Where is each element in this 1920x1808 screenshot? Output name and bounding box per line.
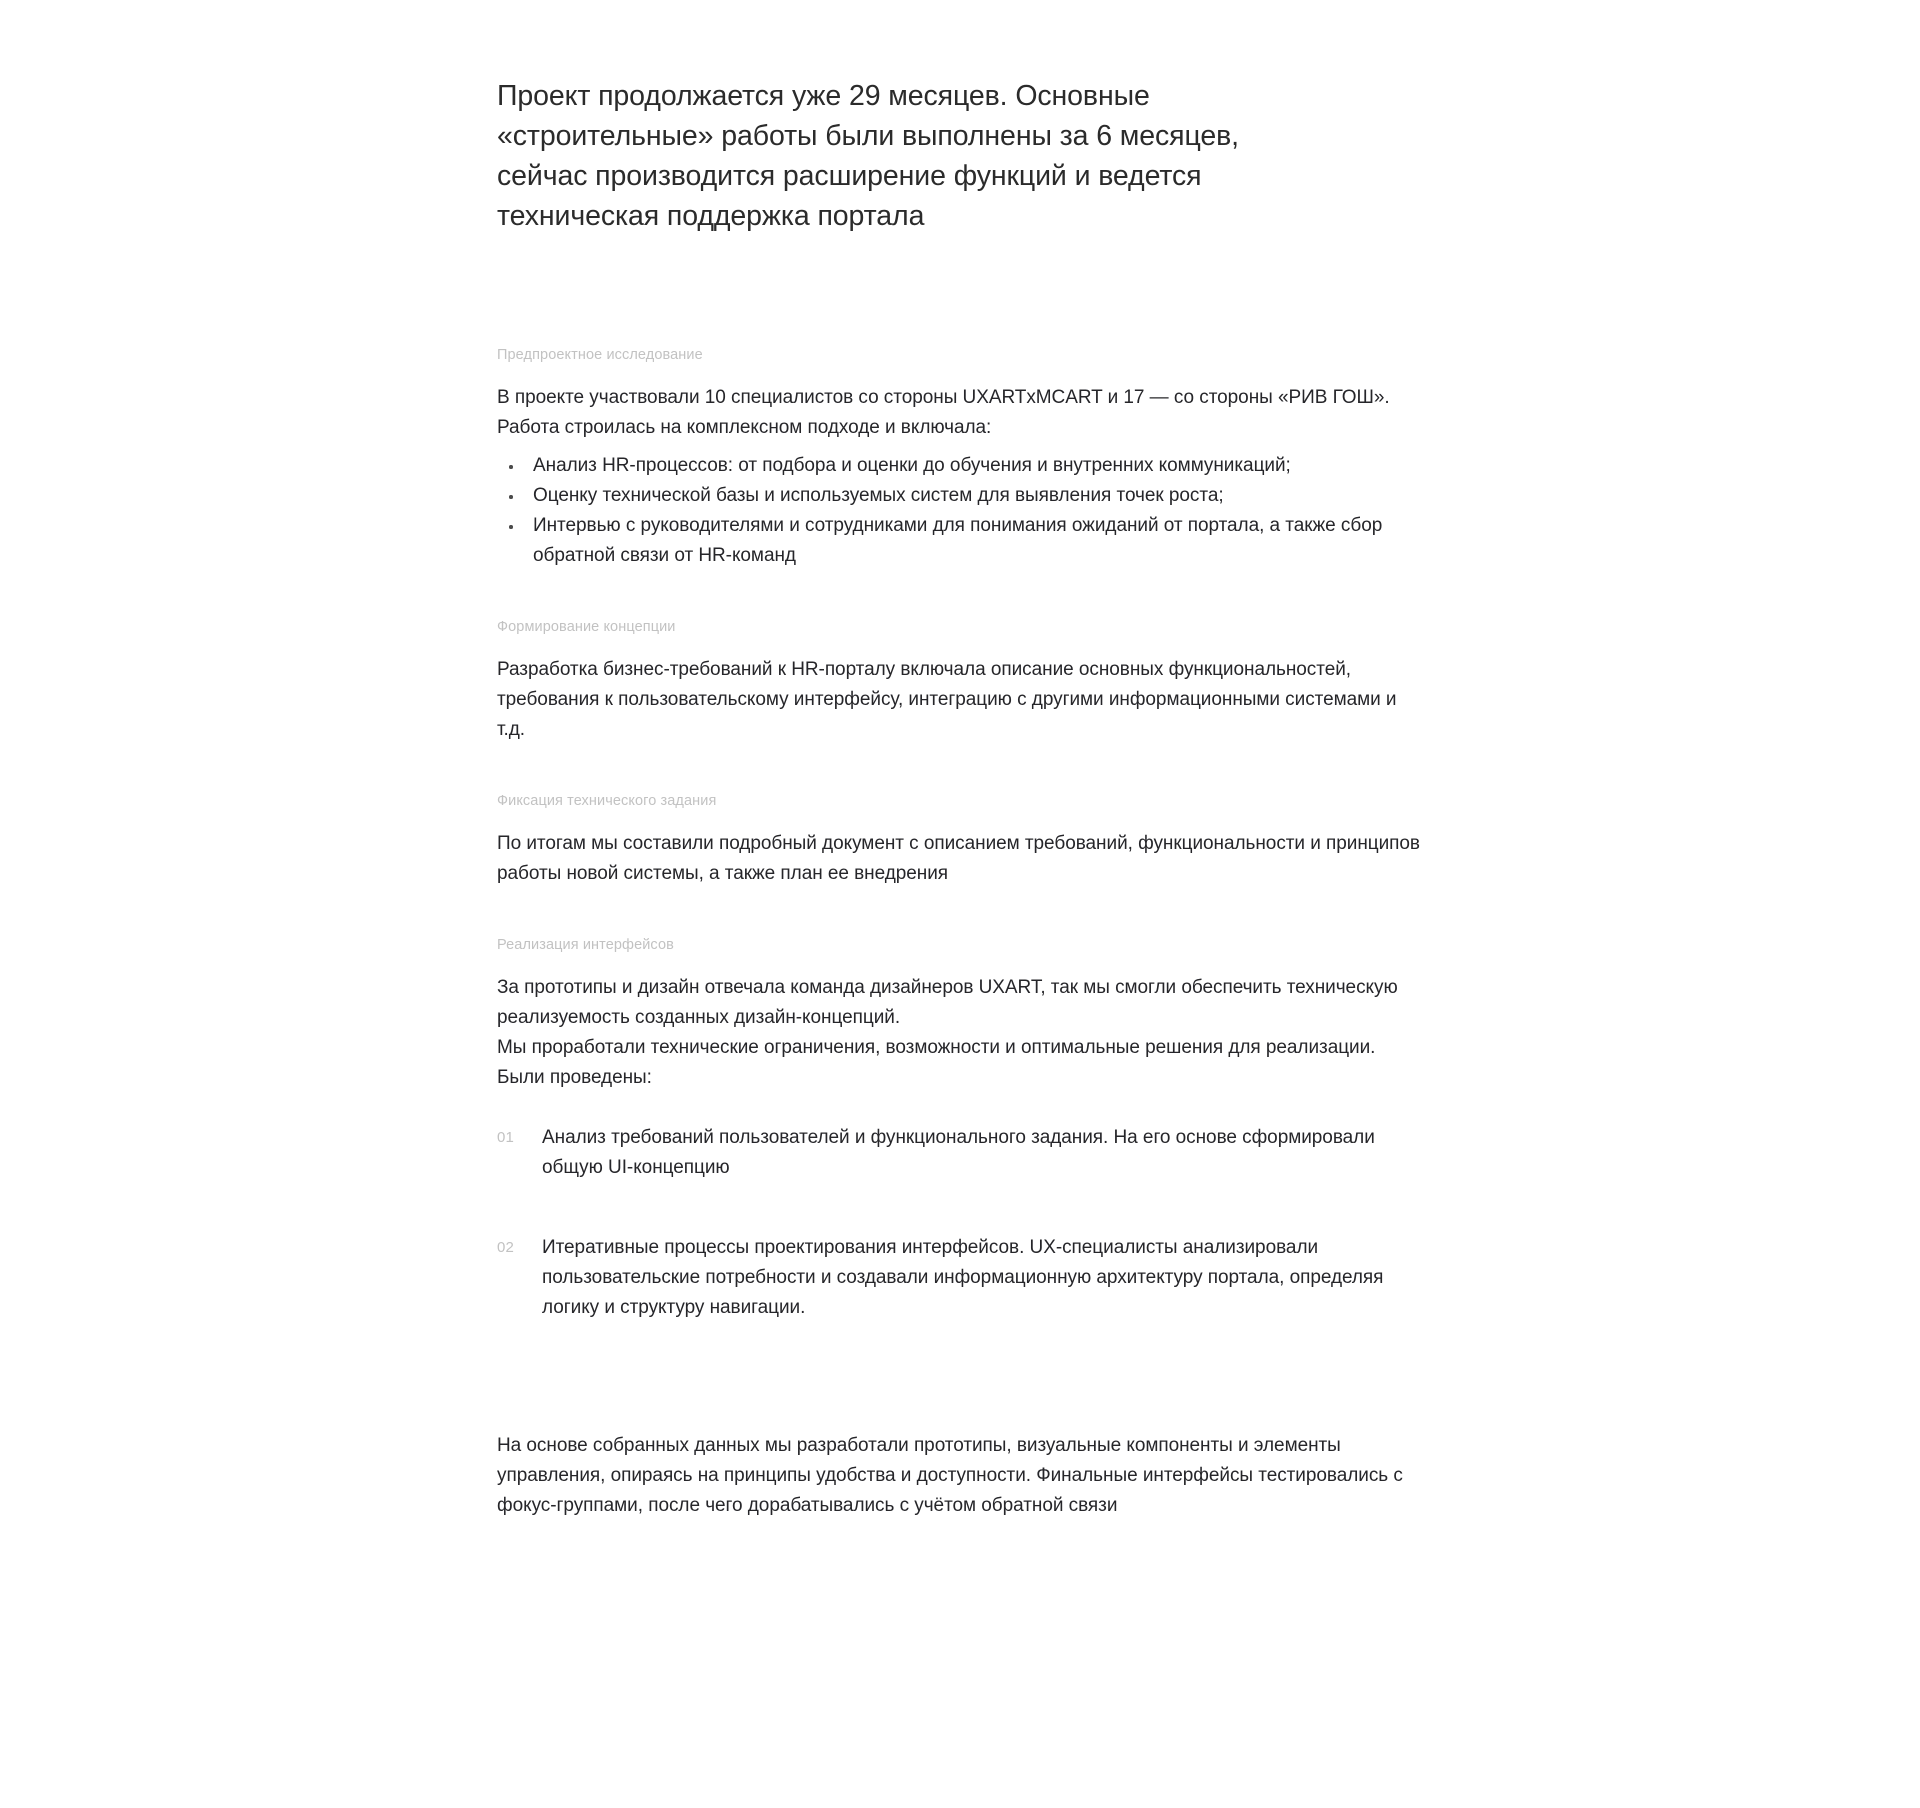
list-item: Оценку технической базы и используемых систем для выявления точек роста; <box>497 481 1422 511</box>
list-item-text: Итеративные процессы проектирования интерфейсов. UX-специалисты анализировали пользовательские потребности и создавали информационную архитектуру портала, определяя логику и структуру навигации. <box>542 1237 1384 1318</box>
list-item: Интервью с руководителями и сотрудниками для понимания ожиданий от портала, а также сбор обратной связи от HR-команд <box>497 511 1422 571</box>
section-concept <box>497 617 1422 745</box>
interfaces-numbered-list <box>497 1123 1422 1323</box>
section-label-concept: Формирование концепции <box>497 619 676 635</box>
research-bullet-list <box>497 451 1422 571</box>
numbered-list-item <box>497 1123 1422 1183</box>
list-item-number: 02 <box>497 1239 515 1256</box>
section-closing <box>497 1431 1422 1521</box>
research-intro-paragraph: В проекте участвовали 10 специалистов со стороны UXARTxMCART и 17 — со стороны «РИВ ГОШ». Работа строилась на комплексном подходе и включала: <box>497 387 1390 438</box>
article-body <box>497 345 1422 1521</box>
concept-paragraph: Разработка бизнес-требований к HR-порталу включала описание основных функциональностей, требования к пользовательскому интерфейсу, интеграцию с другими информационными системами и т.д. <box>497 659 1397 740</box>
list-item-number: 01 <box>497 1129 515 1146</box>
section-label-spec: Фиксация технического задания <box>497 793 717 809</box>
closing-paragraph: На основе собранных данных мы разработали прототипы, визуальные компоненты и элементы управления, опираясь на принципы удобства и доступности. Финальные интерфейсы тестировались с фокус-группами, после чего дорабатывались с учётом обратной связи <box>497 1435 1403 1516</box>
list-item-text: Анализ требований пользователей и функционального задания. На его основе сформировали общую UI-концепцию <box>542 1127 1375 1178</box>
interfaces-paragraph-1: За прототипы и дизайн отвечала команда дизайнеров UXART, так мы смогли обеспечить техническую реализуемость созданных дизайн-концепций. <box>497 977 1398 1028</box>
numbered-list-item <box>497 1233 1422 1323</box>
list-item: Анализ HR-процессов: от подбора и оценки до обучения и внутренних коммуникаций; <box>497 451 1422 481</box>
section-spec <box>497 791 1422 889</box>
page-title: Проект продолжается уже 29 месяцев. Основные «строительные» работы были выполнены за 6 месяцев, сейчас производится расширение функций и ведется техническая поддержка портала <box>497 80 1239 232</box>
spec-paragraph: По итогам мы составили подробный документ с описанием требований, функциональности и принципов работы новой системы, а также план ее внедрения <box>497 833 1420 884</box>
section-research <box>497 345 1422 571</box>
section-label-research: Предпроектное исследование <box>497 347 703 363</box>
hero-block <box>497 76 1327 236</box>
interfaces-paragraph-2: Мы проработали технические ограничения, возможности и оптимальные решения для реализации. Были проведены: <box>497 1037 1376 1088</box>
section-interfaces <box>497 935 1422 1323</box>
section-label-interfaces: Реализация интерфейсов <box>497 937 674 953</box>
